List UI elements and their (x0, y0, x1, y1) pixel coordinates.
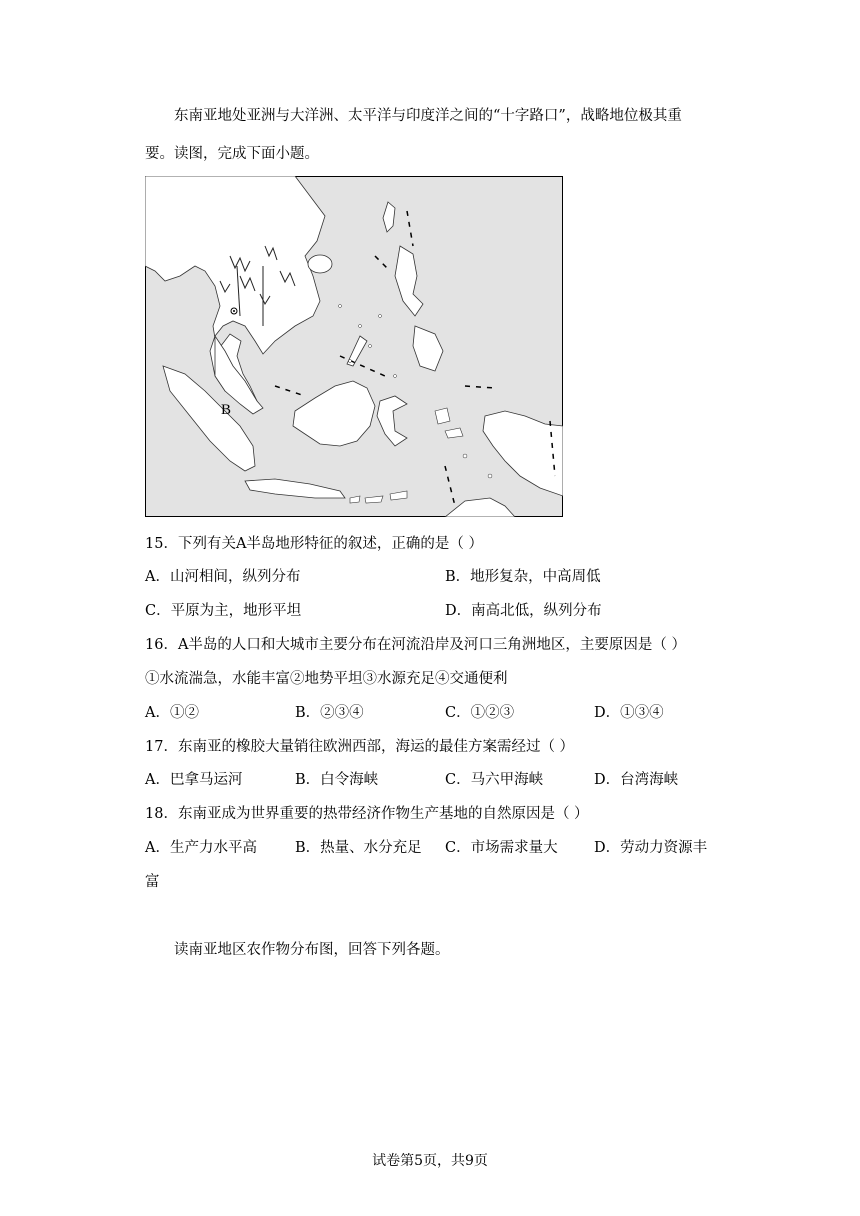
q17-option-b[interactable]: B．白令海峡 (295, 772, 379, 788)
q16-sub: ①水流湍急，水能丰富②地势平坦③水源充足④交通便利 (145, 671, 508, 687)
q18-option-d-wrap: 富 (145, 874, 160, 890)
intro-2: 读南亚地区农作物分布图，回答下列各题。 (174, 942, 450, 958)
hainan-island (308, 255, 332, 273)
q16-option-d[interactable]: D．①③④ (594, 705, 664, 721)
q18-option-d[interactable]: D．劳动力资源丰 (594, 840, 708, 856)
q16-option-b[interactable]: B．②③④ (295, 705, 364, 721)
q17-option-d[interactable]: D．台湾海峡 (594, 772, 679, 788)
q16-stem: 16．A半岛的人口和大城市主要分布在河流沿岸及河口三角洲地区，主要原因是（ ） (145, 637, 687, 653)
q15-option-b[interactable]: B．地形复杂，中高周低 (445, 569, 601, 585)
q16-option-a[interactable]: A．①② (145, 705, 199, 721)
intro-line-2: 要。读图，完成下面小题。 (145, 146, 319, 162)
q17-option-c[interactable]: C．马六甲海峡 (445, 772, 544, 788)
q18-stem: 18．东南亚成为世界重要的热带经济作物生产基地的自然原因是（ ） (145, 806, 589, 822)
q15-option-c[interactable]: C．平原为主，地形平坦 (145, 603, 302, 619)
q17-stem: 17．东南亚的橡胶大量销往欧洲西部，海运的最佳方案需经过（ ） (145, 739, 575, 755)
q18-option-b[interactable]: B．热量、水分充足 (295, 840, 422, 856)
page-footer: 试卷第5页，共9页 (372, 1153, 488, 1169)
map-label-b: B (221, 402, 232, 418)
southeast-asia-map (145, 176, 563, 517)
q15-option-d[interactable]: D．南高北低，纵列分布 (445, 603, 602, 619)
q17-option-a[interactable]: A．巴拿马运河 (145, 772, 243, 788)
q15-stem: 15．下列有关A半岛地形特征的叙述，正确的是（ ） (145, 536, 484, 552)
q18-option-a[interactable]: A．生产力水平高 (145, 840, 257, 856)
q16-option-c[interactable]: C．①②③ (445, 705, 515, 721)
q18-option-c[interactable]: C．市场需求量大 (445, 840, 558, 856)
intro-line-1: 东南亚地处亚洲与大洋洲、太平洋与印度洋之间的“十字路口”，战略地位极其重 (174, 108, 682, 124)
q15-option-a[interactable]: A．山河相间，纵列分布 (145, 569, 301, 585)
